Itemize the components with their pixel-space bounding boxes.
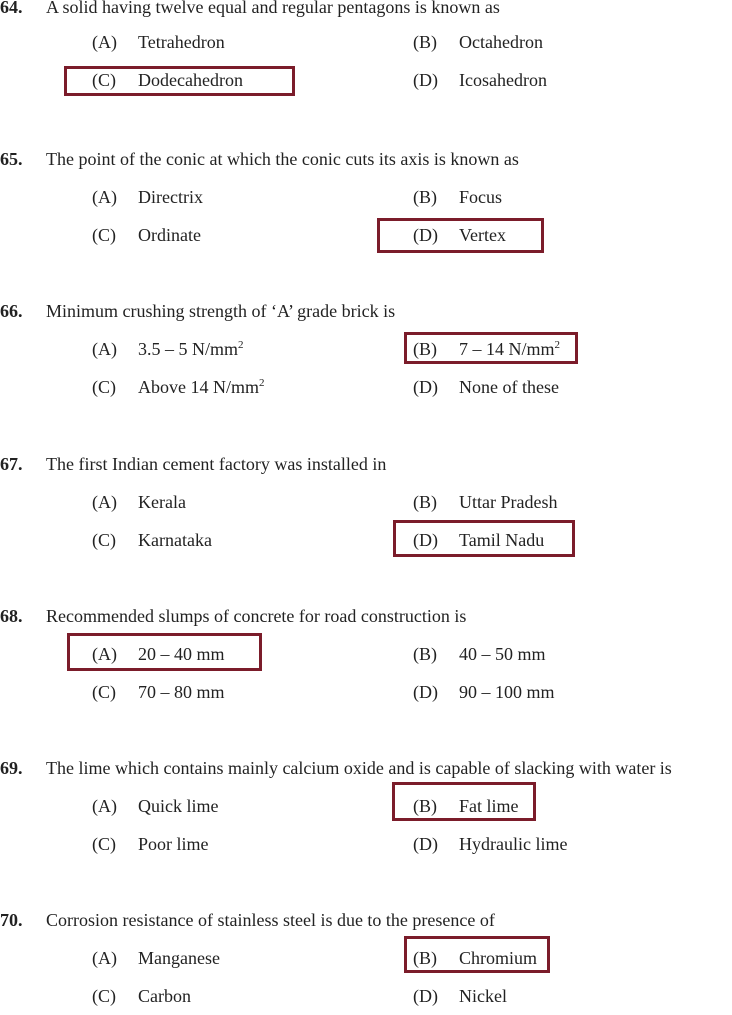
question-number: 67. bbox=[0, 454, 23, 474]
option-label: (B) bbox=[413, 948, 437, 968]
question-text: The point of the conic at which the conic cuts its axis is known as bbox=[46, 149, 519, 169]
option-text: Nickel bbox=[459, 986, 507, 1006]
option-label: (C) bbox=[92, 70, 116, 90]
option-text: None of these bbox=[459, 377, 559, 397]
option-label: (A) bbox=[92, 644, 117, 664]
question-number: 65. bbox=[0, 149, 23, 169]
question-number: 70. bbox=[0, 910, 23, 930]
answer-highlight-box bbox=[392, 782, 536, 821]
option-label: (B) bbox=[413, 32, 437, 52]
option-text: 7 – 14 $N/mm^2$ bbox=[459, 339, 561, 359]
option-label: (A) bbox=[92, 32, 117, 52]
question-number: 69. bbox=[0, 758, 23, 778]
option-text: Uttar Pradesh bbox=[459, 492, 558, 512]
option-label: (D) bbox=[413, 986, 438, 1006]
option-text: Octahedron bbox=[459, 32, 543, 52]
option-label: (B) bbox=[413, 339, 437, 359]
option-text: Carbon bbox=[138, 986, 191, 1006]
option-text: Poor lime bbox=[138, 834, 209, 854]
question-67 bbox=[0, 454, 732, 554]
question-text: Corrosion resistance of stainless steel is due to the presence of bbox=[46, 910, 495, 930]
option-text: Tamil Nadu bbox=[459, 530, 545, 550]
option-label: (A) bbox=[92, 492, 117, 512]
question-number: 68. bbox=[0, 606, 23, 626]
option-label: (C) bbox=[92, 834, 116, 854]
option-text: Fat lime bbox=[459, 796, 519, 816]
question-number: 64. bbox=[0, 0, 23, 17]
option-text: 40 – 50 mm bbox=[459, 644, 546, 664]
question-69 bbox=[0, 758, 732, 858]
option-label: (C) bbox=[92, 986, 116, 1006]
option-label: (D) bbox=[413, 682, 438, 702]
option-text: Manganese bbox=[138, 948, 220, 968]
answer-highlight-box bbox=[393, 520, 575, 557]
question-65 bbox=[0, 149, 732, 249]
answer-highlight-box bbox=[404, 332, 578, 364]
option-label: (D) bbox=[413, 377, 438, 397]
option-label: (C) bbox=[92, 377, 116, 397]
question-text: Recommended slumps of concrete for road construction is bbox=[46, 606, 467, 626]
option-text: 90 – 100 mm bbox=[459, 682, 555, 702]
option-text: Quick lime bbox=[138, 796, 219, 816]
option-text: 20 – 40 mm bbox=[138, 644, 225, 664]
option-label: (B) bbox=[413, 644, 437, 664]
option-label: (D) bbox=[413, 70, 438, 90]
answer-highlight-box bbox=[64, 66, 295, 96]
answer-highlight-box bbox=[404, 936, 550, 973]
option-label: (A) bbox=[92, 339, 117, 359]
option-label: (B) bbox=[413, 187, 437, 207]
question-text: The first Indian cement factory was installed in bbox=[46, 454, 387, 474]
question-66 bbox=[0, 301, 732, 401]
option-text: Above 14 $N/mm^2$ bbox=[138, 377, 265, 397]
answer-highlight-box bbox=[377, 218, 544, 253]
option-label: (B) bbox=[413, 796, 437, 816]
option-text: Tetrahedron bbox=[138, 32, 225, 52]
option-text: 70 – 80 mm bbox=[138, 682, 225, 702]
option-label: (C) bbox=[92, 682, 116, 702]
option-label: (D) bbox=[413, 530, 438, 550]
question-text: A solid having twelve equal and regular pentagons is known as bbox=[46, 0, 500, 17]
option-label: (C) bbox=[92, 530, 116, 550]
answer-highlight-box bbox=[67, 633, 262, 671]
option-label: (A) bbox=[92, 187, 117, 207]
option-text: Icosahedron bbox=[459, 70, 547, 90]
question-number: 66. bbox=[0, 301, 23, 321]
option-label: (A) bbox=[92, 796, 117, 816]
option-text: Focus bbox=[459, 187, 503, 207]
option-text: Karnataka bbox=[138, 530, 212, 550]
option-label: (C) bbox=[92, 225, 116, 245]
question-text: The lime which contains mainly calcium oxide and is capable of slacking with water is bbox=[46, 758, 672, 778]
option-text: 3.5 – 5 $N/mm^2$ bbox=[138, 339, 244, 359]
option-label: (D) bbox=[413, 834, 438, 854]
question-text: Minimum crushing strength of ‘A’ grade brick is bbox=[46, 301, 396, 321]
option-text: Directrix bbox=[138, 187, 203, 207]
option-label: (A) bbox=[92, 948, 117, 968]
question-70 bbox=[0, 910, 732, 1010]
option-text: Ordinate bbox=[138, 225, 201, 245]
option-text: Chromium bbox=[459, 948, 538, 968]
option-text: Hydraulic lime bbox=[459, 834, 568, 854]
option-label: (D) bbox=[413, 225, 438, 245]
option-label: (B) bbox=[413, 492, 437, 512]
option-text: Kerala bbox=[138, 492, 186, 512]
option-text: Vertex bbox=[459, 225, 506, 245]
option-text: Dodecahedron bbox=[138, 70, 243, 90]
